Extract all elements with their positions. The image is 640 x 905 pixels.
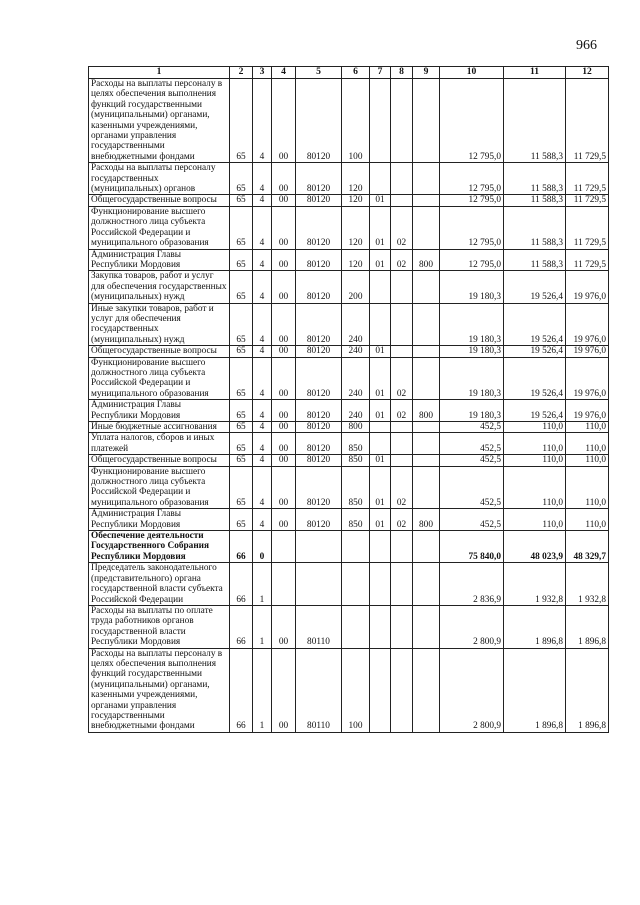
column-header-1: 1 bbox=[89, 67, 230, 79]
col-6: 850 bbox=[342, 433, 370, 455]
col-5: 80120 bbox=[296, 195, 342, 206]
col-2: 65 bbox=[230, 357, 253, 400]
col-9 bbox=[413, 195, 440, 206]
table-row bbox=[89, 303, 609, 346]
table-row bbox=[89, 400, 609, 422]
col-8: 02 bbox=[391, 509, 413, 531]
table-row bbox=[89, 163, 609, 195]
col-4: 00 bbox=[272, 466, 296, 509]
col-5: 80120 bbox=[296, 163, 342, 195]
col-10-amount: 452,5 bbox=[440, 422, 504, 433]
col-7: 01 bbox=[370, 357, 391, 400]
col-2: 65 bbox=[230, 466, 253, 509]
col-10-amount: 75 840,0 bbox=[440, 531, 504, 563]
col-3: 0 bbox=[253, 531, 272, 563]
col-10-amount: 12 795,0 bbox=[440, 195, 504, 206]
col-5: 80120 bbox=[296, 422, 342, 433]
col-11-amount: 19 526,4 bbox=[504, 271, 566, 303]
col-7 bbox=[370, 563, 391, 606]
col-12-amount: 1 932,8 bbox=[566, 563, 609, 606]
col-3: 4 bbox=[253, 509, 272, 531]
col-2: 65 bbox=[230, 400, 253, 422]
col-4: 00 bbox=[272, 195, 296, 206]
col-2: 65 bbox=[230, 79, 253, 163]
col-7 bbox=[370, 531, 391, 563]
col-3: 4 bbox=[253, 357, 272, 400]
col-9: 800 bbox=[413, 509, 440, 531]
col-3: 4 bbox=[253, 455, 272, 466]
col-5: 80120 bbox=[296, 357, 342, 400]
col-12-amount: 48 329,7 bbox=[566, 531, 609, 563]
table-row bbox=[89, 346, 609, 357]
col-6: 850 bbox=[342, 455, 370, 466]
col-10-amount: 19 180,3 bbox=[440, 400, 504, 422]
table-row bbox=[89, 648, 609, 732]
col-5: 80120 bbox=[296, 400, 342, 422]
table-row bbox=[89, 249, 609, 271]
col-3: 4 bbox=[253, 249, 272, 271]
col-12-amount: 110,0 bbox=[566, 422, 609, 433]
col-7 bbox=[370, 271, 391, 303]
col-10-amount: 12 795,0 bbox=[440, 249, 504, 271]
col-2: 65 bbox=[230, 271, 253, 303]
column-header-10: 10 bbox=[440, 67, 504, 79]
col-9 bbox=[413, 531, 440, 563]
row-name: Закупка товаров, работ и услуг для обеспечения государственных (муниципальных) нужд bbox=[89, 271, 230, 303]
col-9 bbox=[413, 455, 440, 466]
col-10-amount: 452,5 bbox=[440, 455, 504, 466]
col-7 bbox=[370, 79, 391, 163]
col-2: 65 bbox=[230, 195, 253, 206]
col-9 bbox=[413, 563, 440, 606]
col-12-amount: 19 976,0 bbox=[566, 271, 609, 303]
col-10-amount: 2 800,9 bbox=[440, 605, 504, 648]
col-4: 00 bbox=[272, 509, 296, 531]
col-6: 850 bbox=[342, 509, 370, 531]
col-12-amount: 11 729,5 bbox=[566, 79, 609, 163]
col-5: 80110 bbox=[296, 605, 342, 648]
col-3: 4 bbox=[253, 400, 272, 422]
col-10-amount: 452,5 bbox=[440, 509, 504, 531]
col-8: 02 bbox=[391, 206, 413, 249]
col-8 bbox=[391, 563, 413, 606]
col-4: 00 bbox=[272, 249, 296, 271]
col-6 bbox=[342, 605, 370, 648]
col-6: 240 bbox=[342, 357, 370, 400]
table-row bbox=[89, 422, 609, 433]
col-12-amount: 110,0 bbox=[566, 455, 609, 466]
col-7: 01 bbox=[370, 455, 391, 466]
col-11-amount: 1 932,8 bbox=[504, 563, 566, 606]
table-row bbox=[89, 531, 609, 563]
col-11-amount: 110,0 bbox=[504, 466, 566, 509]
col-2: 65 bbox=[230, 433, 253, 455]
col-4: 00 bbox=[272, 433, 296, 455]
col-5: 80120 bbox=[296, 206, 342, 249]
table-row bbox=[89, 455, 609, 466]
col-6: 240 bbox=[342, 400, 370, 422]
table-body bbox=[89, 79, 609, 733]
col-8 bbox=[391, 422, 413, 433]
col-12-amount: 11 729,5 bbox=[566, 195, 609, 206]
col-11-amount: 110,0 bbox=[504, 422, 566, 433]
col-5: 80120 bbox=[296, 303, 342, 346]
table-row bbox=[89, 605, 609, 648]
column-header-9: 9 bbox=[413, 67, 440, 79]
col-6: 100 bbox=[342, 79, 370, 163]
col-4: 00 bbox=[272, 400, 296, 422]
col-9 bbox=[413, 433, 440, 455]
header-row bbox=[89, 67, 609, 79]
col-5: 80120 bbox=[296, 79, 342, 163]
col-2: 65 bbox=[230, 346, 253, 357]
col-12-amount: 11 729,5 bbox=[566, 249, 609, 271]
col-9 bbox=[413, 206, 440, 249]
col-11-amount: 11 588,3 bbox=[504, 79, 566, 163]
col-8: 02 bbox=[391, 400, 413, 422]
col-2: 65 bbox=[230, 455, 253, 466]
col-6: 120 bbox=[342, 249, 370, 271]
col-11-amount: 110,0 bbox=[504, 433, 566, 455]
col-10-amount: 19 180,3 bbox=[440, 303, 504, 346]
column-header-8: 8 bbox=[391, 67, 413, 79]
row-name: Администрация Главы Республики Мордовия bbox=[89, 509, 230, 531]
col-11-amount: 48 023,9 bbox=[504, 531, 566, 563]
col-2: 66 bbox=[230, 605, 253, 648]
col-10-amount: 2 836,9 bbox=[440, 563, 504, 606]
budget-table bbox=[88, 66, 609, 733]
col-9: 800 bbox=[413, 400, 440, 422]
row-name: Общегосударственные вопросы bbox=[89, 455, 230, 466]
col-10-amount: 19 180,3 bbox=[440, 346, 504, 357]
column-header-6: 6 bbox=[342, 67, 370, 79]
col-12-amount: 19 976,0 bbox=[566, 357, 609, 400]
col-11-amount: 19 526,4 bbox=[504, 400, 566, 422]
col-3: 1 bbox=[253, 563, 272, 606]
row-name: Иные бюджетные ассигнования bbox=[89, 422, 230, 433]
col-5 bbox=[296, 531, 342, 563]
column-header-2: 2 bbox=[230, 67, 253, 79]
col-9 bbox=[413, 422, 440, 433]
col-8 bbox=[391, 163, 413, 195]
col-8 bbox=[391, 455, 413, 466]
col-6: 240 bbox=[342, 303, 370, 346]
row-name: Администрация Главы Республики Мордовия bbox=[89, 400, 230, 422]
col-11-amount: 11 588,3 bbox=[504, 206, 566, 249]
col-3: 1 bbox=[253, 648, 272, 732]
col-8: 02 bbox=[391, 357, 413, 400]
col-9 bbox=[413, 466, 440, 509]
col-4: 00 bbox=[272, 455, 296, 466]
col-5: 80120 bbox=[296, 271, 342, 303]
table-row bbox=[89, 271, 609, 303]
row-name: Иные закупки товаров, работ и услуг для обеспечения государственных (муниципальных) нужд bbox=[89, 303, 230, 346]
col-3: 4 bbox=[253, 303, 272, 346]
col-7: 01 bbox=[370, 206, 391, 249]
col-3: 4 bbox=[253, 206, 272, 249]
row-name: Обеспечение деятельности Государственного Собрания Республики Мордовия bbox=[89, 531, 230, 563]
col-6: 120 bbox=[342, 206, 370, 249]
col-12-amount: 19 976,0 bbox=[566, 400, 609, 422]
col-6: 100 bbox=[342, 648, 370, 732]
col-9 bbox=[413, 357, 440, 400]
col-3: 4 bbox=[253, 433, 272, 455]
col-12-amount: 110,0 bbox=[566, 466, 609, 509]
col-4: 00 bbox=[272, 357, 296, 400]
table-row bbox=[89, 466, 609, 509]
col-3: 4 bbox=[253, 466, 272, 509]
col-11-amount: 11 588,3 bbox=[504, 249, 566, 271]
table-row bbox=[89, 563, 609, 606]
col-7 bbox=[370, 605, 391, 648]
col-11-amount: 11 588,3 bbox=[504, 195, 566, 206]
col-10-amount: 12 795,0 bbox=[440, 163, 504, 195]
row-name: Общегосударственные вопросы bbox=[89, 195, 230, 206]
col-8 bbox=[391, 195, 413, 206]
col-11-amount: 19 526,4 bbox=[504, 303, 566, 346]
row-name: Функционирование высшего должностного лица субъекта Российской Федерации и муниципального образования bbox=[89, 357, 230, 400]
col-4: 00 bbox=[272, 605, 296, 648]
col-11-amount: 1 896,8 bbox=[504, 605, 566, 648]
col-6: 850 bbox=[342, 466, 370, 509]
col-9 bbox=[413, 163, 440, 195]
col-12-amount: 19 976,0 bbox=[566, 303, 609, 346]
col-5: 80120 bbox=[296, 509, 342, 531]
col-9: 800 bbox=[413, 249, 440, 271]
table-row bbox=[89, 357, 609, 400]
col-8 bbox=[391, 648, 413, 732]
table-header bbox=[89, 67, 609, 79]
col-7 bbox=[370, 648, 391, 732]
col-12-amount: 11 729,5 bbox=[566, 206, 609, 249]
col-7: 01 bbox=[370, 509, 391, 531]
col-7 bbox=[370, 422, 391, 433]
col-5: 80120 bbox=[296, 249, 342, 271]
col-10-amount: 452,5 bbox=[440, 433, 504, 455]
table-row bbox=[89, 206, 609, 249]
col-12-amount: 1 896,8 bbox=[566, 605, 609, 648]
col-4: 00 bbox=[272, 346, 296, 357]
col-2: 66 bbox=[230, 563, 253, 606]
col-7: 01 bbox=[370, 346, 391, 357]
col-4: 00 bbox=[272, 163, 296, 195]
row-name: Общегосударственные вопросы bbox=[89, 346, 230, 357]
row-name: Расходы на выплаты персоналу в целях обеспечения выполнения функций государственными (муниципальными) органами, казенными учреждениями, органами управления государственными внебюджетными фондами bbox=[89, 648, 230, 732]
col-11-amount: 110,0 bbox=[504, 509, 566, 531]
col-8 bbox=[391, 346, 413, 357]
col-7: 01 bbox=[370, 195, 391, 206]
col-10-amount: 12 795,0 bbox=[440, 79, 504, 163]
col-7 bbox=[370, 433, 391, 455]
col-5 bbox=[296, 563, 342, 606]
table-row bbox=[89, 79, 609, 163]
col-10-amount: 12 795,0 bbox=[440, 206, 504, 249]
col-11-amount: 19 526,4 bbox=[504, 346, 566, 357]
col-6: 200 bbox=[342, 271, 370, 303]
col-12-amount: 110,0 bbox=[566, 433, 609, 455]
col-2: 65 bbox=[230, 249, 253, 271]
col-5: 80110 bbox=[296, 648, 342, 732]
row-name: Председатель законодательного (представительного) органа государственной власти субъекта Российской Федерации bbox=[89, 563, 230, 606]
col-12-amount: 11 729,5 bbox=[566, 163, 609, 195]
column-header-4: 4 bbox=[272, 67, 296, 79]
col-10-amount: 19 180,3 bbox=[440, 271, 504, 303]
page-number: 966 bbox=[576, 38, 597, 53]
col-6 bbox=[342, 563, 370, 606]
col-2: 65 bbox=[230, 163, 253, 195]
col-6: 240 bbox=[342, 346, 370, 357]
col-3: 4 bbox=[253, 271, 272, 303]
row-name: Функционирование высшего должностного лица субъекта Российской Федерации и муниципального образования bbox=[89, 206, 230, 249]
col-8 bbox=[391, 271, 413, 303]
col-3: 4 bbox=[253, 195, 272, 206]
col-3: 4 bbox=[253, 422, 272, 433]
col-2: 66 bbox=[230, 531, 253, 563]
col-2: 66 bbox=[230, 648, 253, 732]
col-10-amount: 19 180,3 bbox=[440, 357, 504, 400]
col-7: 01 bbox=[370, 249, 391, 271]
col-5: 80120 bbox=[296, 455, 342, 466]
col-2: 65 bbox=[230, 422, 253, 433]
col-4: 00 bbox=[272, 422, 296, 433]
col-8 bbox=[391, 79, 413, 163]
col-11-amount: 11 588,3 bbox=[504, 163, 566, 195]
column-header-3: 3 bbox=[253, 67, 272, 79]
col-8 bbox=[391, 605, 413, 648]
col-2: 65 bbox=[230, 206, 253, 249]
column-header-11: 11 bbox=[504, 67, 566, 79]
col-6: 120 bbox=[342, 163, 370, 195]
col-6: 120 bbox=[342, 195, 370, 206]
table-row bbox=[89, 433, 609, 455]
col-9 bbox=[413, 303, 440, 346]
col-6 bbox=[342, 531, 370, 563]
column-header-12: 12 bbox=[566, 67, 609, 79]
row-name: Расходы на выплаты по оплате труда работников органов государственной власти Республики Мордовия bbox=[89, 605, 230, 648]
col-5: 80120 bbox=[296, 346, 342, 357]
column-header-5: 5 bbox=[296, 67, 342, 79]
col-4: 00 bbox=[272, 271, 296, 303]
col-8 bbox=[391, 303, 413, 346]
col-5: 80120 bbox=[296, 433, 342, 455]
col-8 bbox=[391, 531, 413, 563]
col-8: 02 bbox=[391, 249, 413, 271]
row-name: Расходы на выплаты персоналу государственных (муниципальных) органов bbox=[89, 163, 230, 195]
col-12-amount: 1 896,8 bbox=[566, 648, 609, 732]
col-9 bbox=[413, 271, 440, 303]
table-row bbox=[89, 509, 609, 531]
col-7: 01 bbox=[370, 466, 391, 509]
col-9 bbox=[413, 346, 440, 357]
col-6: 800 bbox=[342, 422, 370, 433]
col-9 bbox=[413, 79, 440, 163]
row-name: Уплата налогов, сборов и иных платежей bbox=[89, 433, 230, 455]
col-10-amount: 452,5 bbox=[440, 466, 504, 509]
col-2: 65 bbox=[230, 303, 253, 346]
col-4: 00 bbox=[272, 206, 296, 249]
col-8: 02 bbox=[391, 466, 413, 509]
col-4: 00 bbox=[272, 303, 296, 346]
col-12-amount: 19 976,0 bbox=[566, 346, 609, 357]
col-12-amount: 110,0 bbox=[566, 509, 609, 531]
row-name: Администрация Главы Республики Мордовия bbox=[89, 249, 230, 271]
column-header-7: 7 bbox=[370, 67, 391, 79]
col-11-amount: 19 526,4 bbox=[504, 357, 566, 400]
col-5: 80120 bbox=[296, 466, 342, 509]
col-3: 4 bbox=[253, 346, 272, 357]
row-name: Функционирование высшего должностного лица субъекта Российской Федерации и муниципального образования bbox=[89, 466, 230, 509]
col-11-amount: 110,0 bbox=[504, 455, 566, 466]
col-8 bbox=[391, 433, 413, 455]
col-2: 65 bbox=[230, 509, 253, 531]
col-10-amount: 2 800,9 bbox=[440, 648, 504, 732]
col-4: 00 bbox=[272, 79, 296, 163]
col-9 bbox=[413, 605, 440, 648]
col-4 bbox=[272, 531, 296, 563]
col-9 bbox=[413, 648, 440, 732]
row-name: Расходы на выплаты персоналу в целях обеспечения выполнения функций государственными (муниципальными) органами, казенными учреждениями, органами управления государственными внебюджетными фондами bbox=[89, 79, 230, 163]
col-4 bbox=[272, 563, 296, 606]
col-3: 4 bbox=[253, 79, 272, 163]
col-11-amount: 1 896,8 bbox=[504, 648, 566, 732]
col-3: 1 bbox=[253, 605, 272, 648]
table-row bbox=[89, 195, 609, 206]
col-3: 4 bbox=[253, 163, 272, 195]
col-7 bbox=[370, 303, 391, 346]
col-7 bbox=[370, 163, 391, 195]
col-4: 00 bbox=[272, 648, 296, 732]
col-7: 01 bbox=[370, 400, 391, 422]
